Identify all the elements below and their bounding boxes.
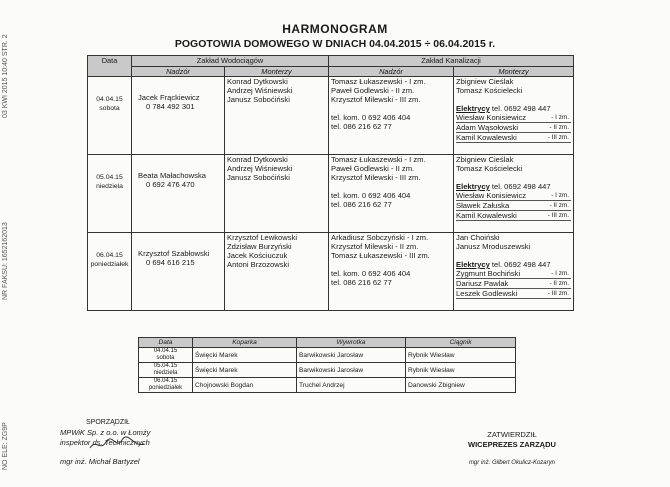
w-nadzor-tel: 0 784 492 301 [146,102,195,111]
eq-ciagnik: Danowski Zbigniew [406,378,516,393]
equipment-row [139,363,516,378]
header-woda: Zakład Wodociągów [132,56,329,67]
eq-ciagnik: Rybnik Wiesław [406,363,516,378]
equipment-row [139,378,516,393]
elektrycy-tel: tel. 0692 498 447 [491,260,551,269]
row-date-cell [88,155,132,233]
k-monter: Janusz Mroduszewski [456,242,531,251]
k-tel: tel. 086 216 62 77 [331,278,392,287]
e-monter-name: Adam Wąsołowski [456,123,519,132]
k-nadzor-shift: - III zm. [395,173,421,182]
k-nadzor-entry [331,173,451,182]
k-nadzor-shift: - II zm. [390,164,415,173]
eq-header-wywrotka: Wywrotka [297,338,406,348]
eq-date: 05.04.15 [153,363,178,369]
elektrycy-line [456,182,571,191]
k-tel: tel. kom. 0 692 406 404 [331,269,411,278]
k-monter: Jan Choiński [456,233,500,242]
sig-right-label: ZATWIERDZIŁ [487,430,537,439]
k-nadzor-shift: - I zm. [407,233,429,242]
elektrycy-tel: tel. 0692 498 447 [491,104,551,113]
k-nadzor-name: Tomasz Łukaszewski [331,251,403,260]
w-monter: Janusz Soboćiński [227,95,290,104]
w-monter: Andrzej Wiśniewski [227,164,293,173]
w-monter: Konrad Dytkowski [227,77,288,86]
header-k-nadzor: Nadzór [329,67,454,77]
w-monter: Konrad Dytkowski [227,155,288,164]
equipment-row [139,348,516,363]
row-date: 06.04.15 [96,252,123,259]
elektrycy-label: Elektrycy [456,182,490,191]
eq-day: poniedziałek [148,385,183,391]
e-monter-shift: - I zm. [551,270,570,277]
row-day: sobota [99,105,120,112]
e-monter-entry [456,269,571,279]
elektrycy-tel: tel. 0692 498 447 [491,182,551,191]
equipment-table [138,337,516,393]
row-date: 04.04.15 [96,96,123,103]
k-nadzor-name: Tomasz Łukaszewski [331,77,403,86]
header-data: Data [88,56,132,77]
e-monter-shift: - II zm. [549,124,570,131]
elektrycy-label: Elektrycy [456,260,490,269]
k-nadzor-entry [331,86,451,95]
k-nadzor-cell [329,77,454,155]
k-nadzor-shift: - I zm. [404,155,426,164]
w-monterzy-cell [225,155,329,233]
elektrycy-line [456,260,571,269]
e-monter-name: Kamil Kowalewski [456,211,517,220]
w-nadzor-name: Jacek Frąckiewicz [138,93,200,102]
fax-header-1: 03 KWI 2015 10:40 STR. 2 [2,34,9,118]
eq-header-data: Data [139,338,193,348]
row-date-cell [88,233,132,311]
k-nadzor-entry [331,155,451,164]
fax-header-3: NO ELE: ZG9P [2,422,9,470]
k-nadzor-name: Krzysztof Milewski [331,95,394,104]
w-nadzor-tel: 0 692 476 470 [146,180,195,189]
w-monter: Jacek Kościuczuk [227,251,288,260]
row-date-cell [88,77,132,155]
k-nadzor-name: Arkadiusz Sobczyński [331,233,405,242]
sig-right-name: mgr inż. Gilbert Okulicz-Kozaryn [468,460,555,466]
e-monter-shift: - II zm. [549,202,570,209]
header-w-nadzor: Nadzór [132,67,225,77]
k-nadzor-shift: - II zm. [395,242,419,251]
k-nadzor-entry [331,251,451,260]
e-monter-entry [456,201,571,211]
k-nadzor-name: Tomasz Łukaszewski [331,155,403,164]
k-nadzor-entry [331,95,451,104]
sig-left-company: MPWiK Sp. z o.o. w Łomży [60,428,151,437]
sig-left-label: SPORZĄDZIŁ [86,419,130,426]
header-kanal: Zakład Kanalizacji [329,56,574,67]
eq-date-cell [139,363,193,378]
k-nadzor-name: Krzysztof Milewski [331,242,394,251]
k-nadzor-name: Krzysztof Milewski [331,173,394,182]
e-monter-name: Leszek Godlewski [456,289,518,298]
e-monter-entry [456,289,571,299]
eq-day: niedziela [153,370,178,376]
e-monter-shift: - III zm. [547,134,570,141]
k-tel: tel. kom. 0 692 406 404 [331,191,411,200]
k-nadzor-name: Paweł Godlewski [331,86,389,95]
k-monter: Tomasz Kościelecki [456,86,523,95]
k-nadzor-shift: - III zm. [404,251,430,260]
w-monterzy-cell [225,233,329,311]
header-w-monterzy: Monterzy [225,67,329,77]
row-date: 05.04.15 [96,174,123,181]
k-nadzor-entry [331,242,451,251]
e-monter-name: Zygmunt Bochiński [456,269,521,278]
e-monter-entry [456,123,571,133]
eq-header-ciagnik: Ciągnik [406,338,516,348]
w-monter: Antoni Brzozowski [227,260,290,269]
sig-right-role: WICEPREZES ZARZĄDU [468,440,556,449]
row-day: niedziela [96,183,123,190]
e-monter-name: Sławek Załuska [456,201,510,210]
schedule-row [88,155,574,233]
k-nadzor-entry [331,233,451,242]
k-monterzy-cell [454,77,574,155]
eq-koparka: Święcki Marek [193,348,297,363]
eq-date: 06.04.15 [153,378,178,384]
eq-wywrotka: Barwikowski Jarosław [297,363,406,378]
e-monter-shift: - I zm. [551,192,570,199]
w-nadzor-tel: 0 694 616 215 [146,258,195,267]
elektrycy-label: Elektrycy [456,104,490,113]
k-nadzor-shift: - II zm. [390,86,415,95]
e-monter-name: Wiesław Konisiewicz [456,113,527,122]
eq-header-koparka: Koparka [193,338,297,348]
eq-date-cell [139,378,193,393]
eq-ciagnik: Rybnik Wiesław [406,348,516,363]
document-title: HARMONOGRAM [282,22,388,36]
w-nadzor-name: Krzysztof Szabłowski [138,249,210,258]
schedule-table [87,55,574,311]
e-monter-entry [456,113,571,123]
e-monter-entry [456,279,571,289]
k-nadzor-entry [331,164,451,173]
document-subtitle: POGOTOWIA DOMOWEGO W DNIACH 04.04.2015 ÷ 06.04.2015 r. [174,38,496,50]
row-day: poniedziałek [90,261,129,268]
w-nadzor-name: Beata Małachowska [138,171,206,180]
k-nadzor-cell [329,233,454,311]
schedule-row [88,233,574,311]
k-nadzor-cell [329,155,454,233]
signature-right [468,430,556,468]
w-nadzor-cell [132,77,225,155]
eq-koparka: Chojnowski Bogdan [193,378,297,393]
handwritten-signature-left [88,436,148,454]
w-monter: Zdzisław Burzyński [227,242,292,251]
w-monter: Krzysztof Lewkowski [227,233,298,242]
w-monter: Andrzej Wiśniewski [227,86,293,95]
eq-koparka: Święcki Marek [193,363,297,378]
eq-wywrotka: Truchel Andrzej [297,378,406,393]
k-monter: Tomasz Kościelecki [456,164,523,173]
e-monter-shift: - III zm. [547,290,570,297]
sig-left-name: mgr inż. Michał Bartyzel [60,457,140,466]
e-monter-entry [456,191,571,201]
e-monter-shift: - II zm. [549,280,570,287]
e-monter-name: Wiesław Konisiewicz [456,191,527,200]
elektrycy-line [456,104,571,113]
eq-wywrotka: Barwikowski Jarosław [297,348,406,363]
k-monter: Zbigniew Cieślak [456,155,514,164]
k-tel: tel. 086 216 62 77 [331,122,392,131]
k-tel: tel. 086 216 62 77 [331,200,392,209]
w-nadzor-cell [132,233,225,311]
w-nadzor-cell [132,155,225,233]
k-nadzor-entry [331,77,451,86]
w-monter: Janusz Soboćiński [227,173,290,182]
sig-left-role: inspektor ds. Technicznych [60,438,150,447]
k-monter: Zbigniew Cieślak [456,77,514,86]
w-monterzy-cell [225,77,329,155]
e-monter-shift: - I zm. [551,114,570,121]
e-monter-entry [456,133,571,143]
fax-header-2: NR FAKSU: 1652162013 [2,222,9,300]
schedule-row [88,77,574,155]
e-monter-shift: - III zm. [547,212,570,219]
k-monterzy-cell [454,155,574,233]
k-nadzor-shift: - III zm. [395,95,421,104]
eq-date: 04.04.15 [153,348,178,354]
eq-date-cell [139,348,193,363]
header-k-monterzy: Monterzy [454,67,574,77]
e-monter-entry [456,211,571,221]
k-monterzy-cell [454,233,574,311]
k-nadzor-name: Paweł Godlewski [331,164,389,173]
k-nadzor-shift: - I zm. [404,77,426,86]
k-tel: tel. kom. 0 692 406 404 [331,113,411,122]
e-monter-name: Dariusz Pawlak [456,279,509,288]
eq-day: sobota [156,355,175,361]
e-monter-name: Kamil Kowalewski [456,133,517,142]
